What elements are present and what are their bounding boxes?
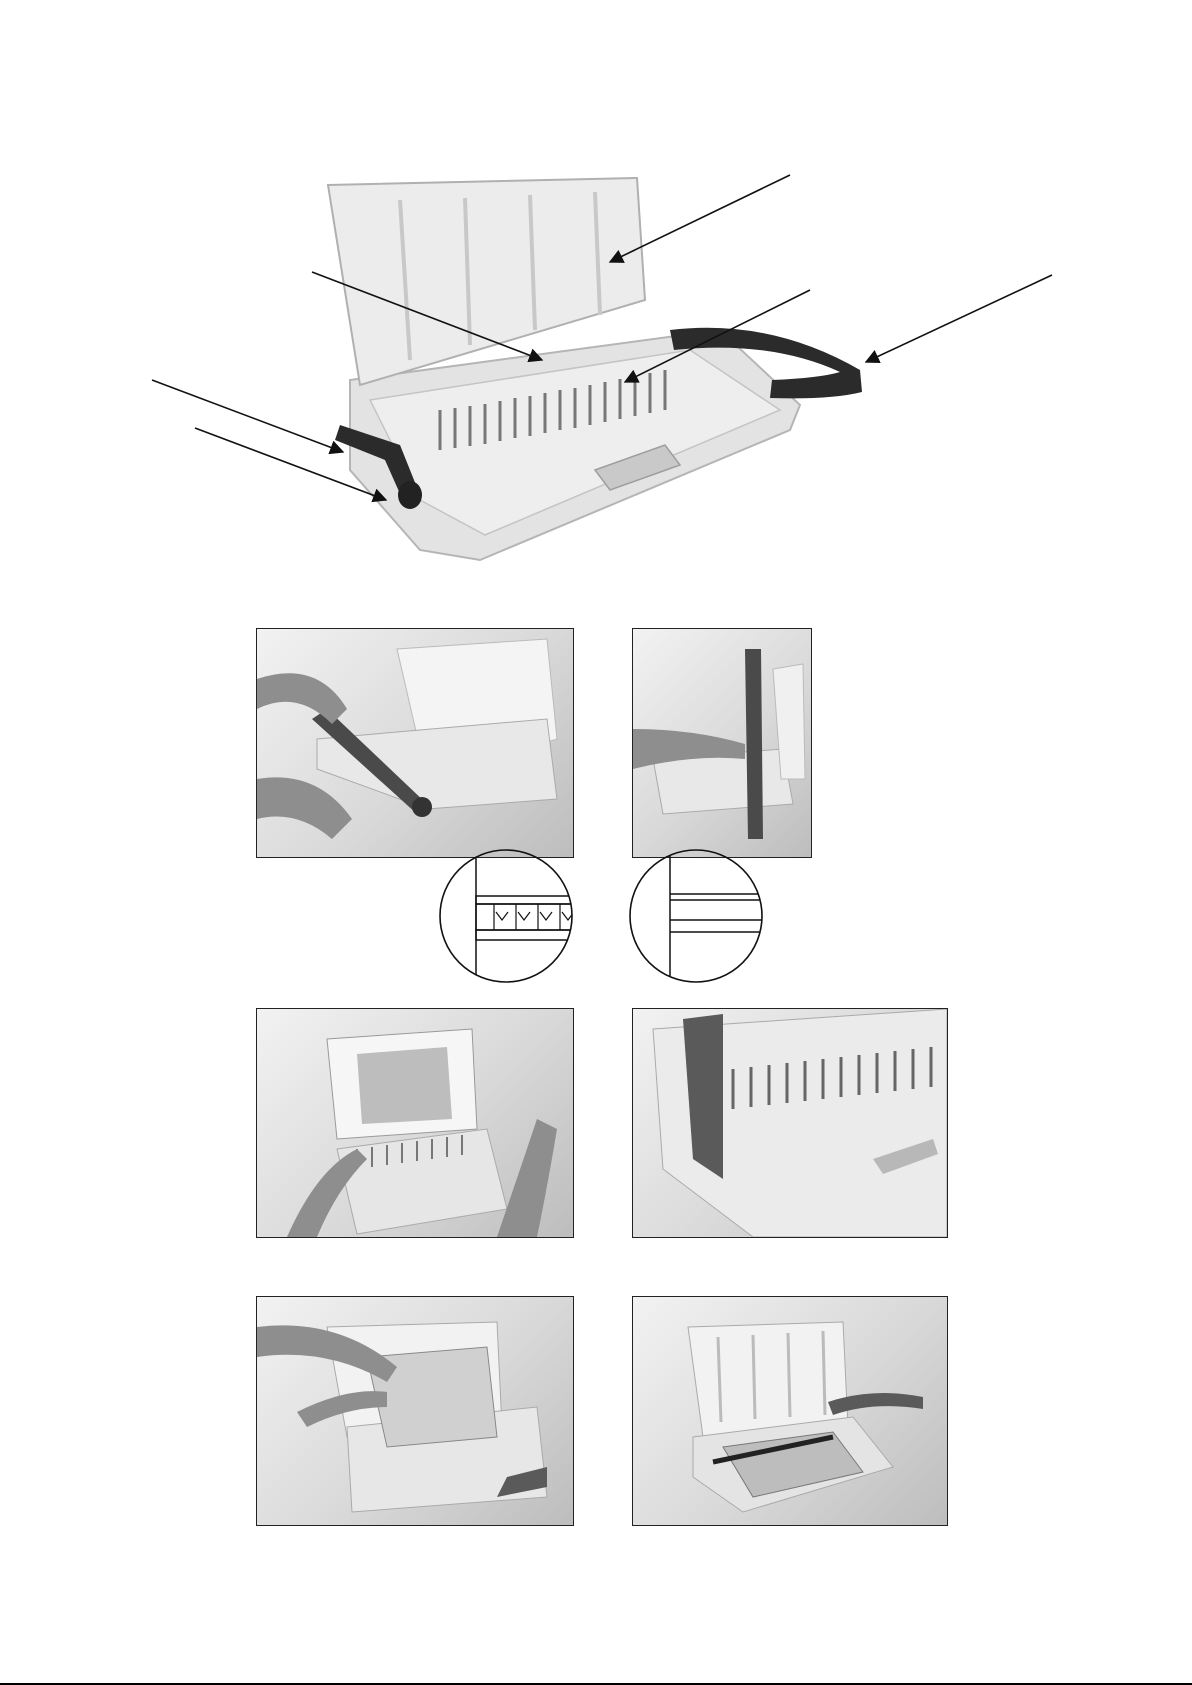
step-attach-handle: [256, 628, 574, 858]
step-handle-upright: [632, 628, 812, 858]
step-place-document: [256, 1296, 574, 1526]
width-knob: [398, 481, 422, 509]
detail-channel-lines: [626, 848, 766, 984]
step-comb-fingers: [632, 1008, 948, 1238]
detail-slot-indicator: [436, 848, 576, 984]
binding-machine-illustration: [0, 0, 1192, 580]
step-bound-result: [632, 1296, 948, 1526]
callout-depth-guide: [152, 380, 343, 452]
step-insert-paper: [256, 1008, 574, 1238]
callout-punch-handle: [866, 275, 1052, 362]
